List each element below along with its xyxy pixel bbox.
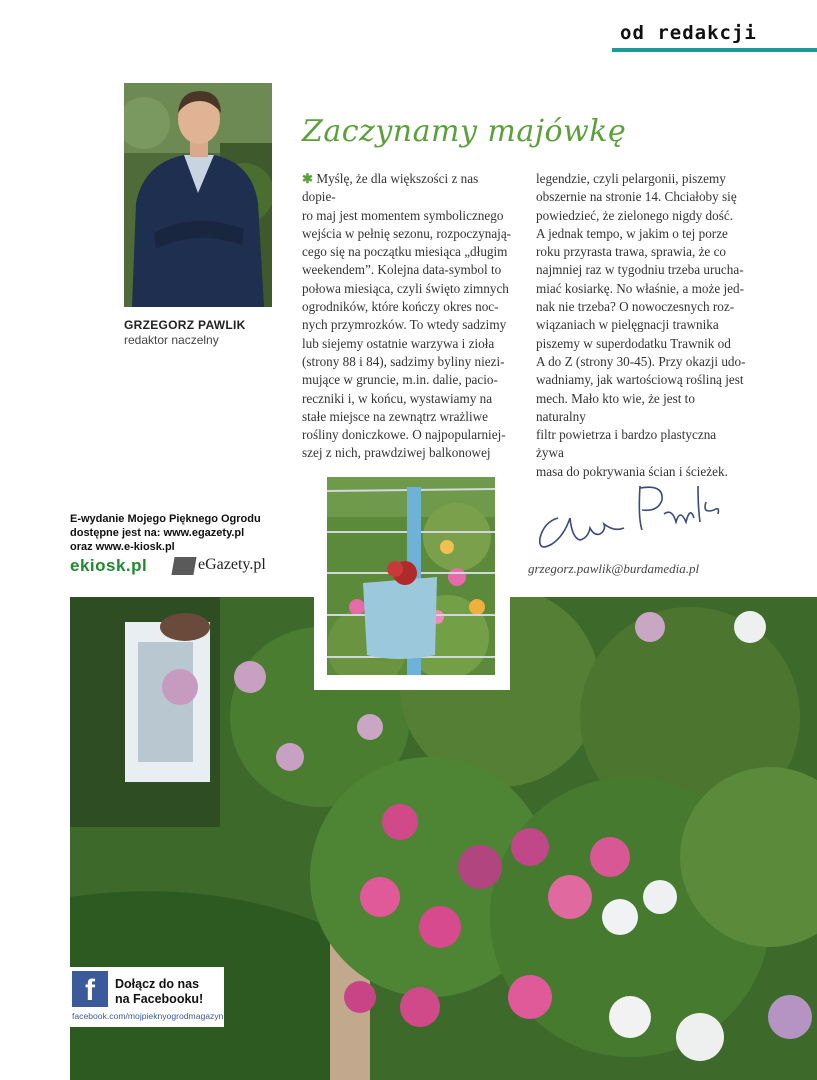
ekiosk-logo[interactable]: ekiosk.pl [70,556,148,575]
join-line: na Facebooku! [115,992,204,1006]
text-line: wadniamy, jak wartościową rośliną jest [536,372,744,388]
text-line: mech. Mało kto wie, że jest to naturalny [536,390,695,424]
egazety-logo[interactable]: eGazety.pl [198,556,266,573]
section-label: od redakcji [620,22,757,44]
text-line: cego się na początku miesiąca „długim [302,244,508,260]
article-column-2 [536,170,746,481]
author-role: redaktor naczelny [124,333,219,347]
e-edition-line[interactable]: oraz www.e-kiosk.pl [70,541,175,553]
text-line: A jednak tempo, w jakim o tej porze [536,225,728,241]
text-line: połowa miesiąca, czyli święto zimnych [302,280,509,296]
text-line: masa do pokrywania ścian i ścieżek. [536,463,728,479]
text-line: ✱ Myślę, że dla większości z nas dopie- [302,171,479,205]
text-line: roku przyrasta trawa, sprawia, że co [536,244,727,260]
section-rule [612,48,817,52]
text-line: wejścia w pełnię sezonu, rozpoczynają- [302,225,512,241]
signature-icon [530,478,730,558]
section-tag [612,22,817,52]
text-line: ogrodników, które kończy okres noc- [302,299,499,315]
inset-photo-frame [314,470,510,690]
text-line: miać kosiarkę. No właśnie, a może jed- [536,280,744,296]
article-title: Zaczynamy majówkę [302,114,627,149]
facebook-join-text [115,977,203,1007]
join-line: Dołącz do nas [115,977,200,991]
facebook-icon[interactable]: f [72,971,108,1007]
inset-photo [327,477,495,675]
text-line: lub siejemy ostatnie warzywa i zioła [302,335,495,351]
text-line: (strony 88 i 84), sadzimy byliny niezi- [302,353,505,369]
facebook-link[interactable]: facebook.com/mojpieknyogrodmagazyn [72,1011,224,1021]
egazety-logo-icon [171,557,196,575]
text-line: szej z nich, prawdziwej balkonowej [302,445,491,461]
text-line: reczniki i, w końcu, wystawiamy na [302,390,493,406]
text-line: stałe miejsce na zewnątrz wrażliwe [302,408,488,424]
text-line: ro maj jest momentem symbolicznego [302,207,504,223]
text-line: rośliny doniczkowe. O najpopularniej- [302,427,506,443]
text-line: legendzie, czyli pelargonii, piszemy [536,171,726,186]
e-edition-line[interactable]: dostępne jest na: www.egazety.pl [70,527,245,539]
editor-email[interactable]: grzegorz.pawlik@burdamedia.pl [528,561,700,576]
text-line: wiązaniach w pielęgnacji trawnika [536,317,719,333]
text-line: piszemy w superdodatku Trawnik od [536,335,731,351]
article-column-1 [302,170,512,463]
text-line: najmniej raz w tygodniu trzeba urucha- [536,262,744,278]
facebook-promo[interactable] [70,967,224,1027]
e-edition-line: E-wydanie Mojego Pięknego Ogrodu [70,513,261,525]
distributor-logos [70,556,270,580]
text-line: nych przymrozków. To wtedy sadzimy [302,317,507,333]
text-line: nak nie trzeba? O nowoczesnych roz- [536,299,735,315]
author-portrait [124,83,272,307]
text-line: obszernie na stronie 14. Chciałoby się [536,189,737,205]
text-line: filtr powietrza i bardzo plastyczna żywa [536,427,717,461]
text-line: mujące w gruncie, m.in. dalie, pacio- [302,372,498,388]
e-edition-info [70,512,261,554]
text-line: A do Z (strony 30-45). Przy okazji udo- [536,353,746,369]
author-name: GRZEGORZ PAWLIK [124,318,246,332]
lead-marker-icon: ✱ [302,171,314,186]
text-line: weekendem”. Kolejna data-symbol to [302,262,502,278]
text-line: powiedzieć, że zielonego nigdy dość. [536,207,734,223]
